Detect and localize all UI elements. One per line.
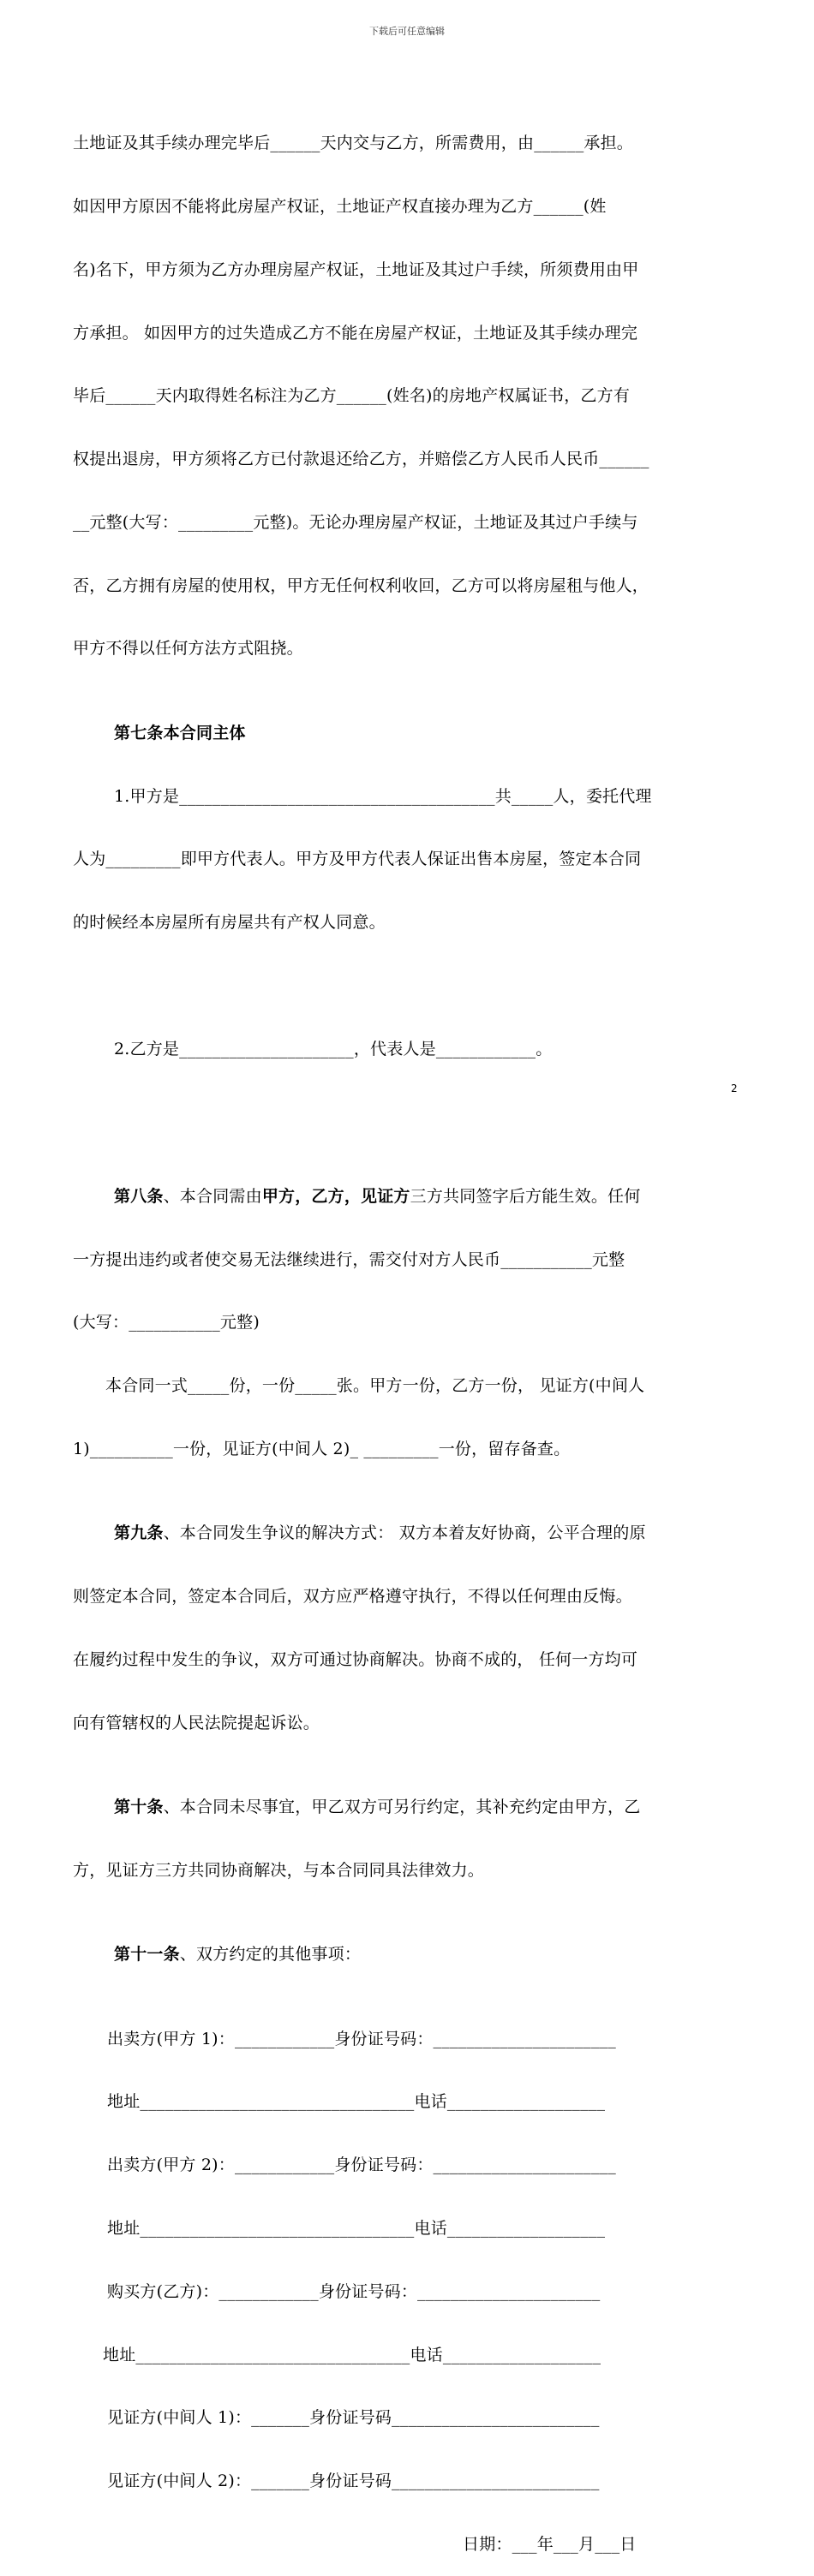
seller-2-line: 出卖方(甲方 2)：____________身份证号码：______________________ xyxy=(107,2156,616,2175)
text-line: __元整(大写：_________元整)。无论办理房屋产权证，土地证及其过户手续与 xyxy=(73,512,638,532)
buyer-address-line: 地址_________________________________电话___________________ xyxy=(103,2345,602,2364)
text-line: 的时候经本房屋所有房屋共有产权人同意。 xyxy=(73,913,386,933)
seller-1-address-line: 地址_________________________________电话___________________ xyxy=(107,2092,606,2112)
seller-2-address-line: 地址_________________________________电话___________________ xyxy=(107,2218,606,2238)
text-line: 人为_________即甲方代表人。甲方及甲方代表人保证出售本房屋，签定本合同 xyxy=(73,850,642,869)
buyer-line: 购买方(乙方)：____________身份证号码：______________________ xyxy=(107,2281,601,2301)
text-line: 1)__________一份，见证方(中间人 2)_ _________一份，留存备查。 xyxy=(73,1440,571,1458)
text-line: 土地证及其手续办理完毕后______天内交与乙方，所需费用，由______承担。 xyxy=(73,134,634,153)
text-line: 如因甲方原因不能将此房屋产权证，土地证产权直接办理为乙方______(姓 xyxy=(73,196,607,216)
date-line: 日期：___年___月___日 xyxy=(463,2534,637,2554)
text-line: 否，乙方拥有房屋的使用权，甲方无任何权利收回，乙方可以将房屋租与他人， xyxy=(73,575,649,595)
document-body xyxy=(73,91,737,2576)
blank-line xyxy=(73,1102,737,1124)
blank-line xyxy=(73,975,737,997)
text-line: (大写：___________元整) xyxy=(73,1313,260,1333)
text-line: 在履约过程中发生的争议，双方可通过协商解决。协商不成的， 任何一方均可 xyxy=(73,1649,638,1669)
witness-1-line: 见证方(中间人 1)：_______身份证号码_________________________ xyxy=(107,2408,600,2428)
article-8-line xyxy=(73,1186,737,1208)
article-11-line xyxy=(73,1944,737,1965)
text-line: 一方提出违约或者使交易无法继续进行，需交付对方人民币___________元整 xyxy=(73,1249,625,1269)
text-line: 向有管辖权的人民法院提起诉讼。 xyxy=(73,1713,320,1732)
text-line: 2.乙方是_____________________，代表人是____________。 xyxy=(114,1039,553,1058)
text-line: 名)名下，甲方须为乙方办理房屋产权证，土地证及其过户手续，所须费用由甲 xyxy=(73,259,639,279)
article-8-text-2: 三方共同签字后方能生效。任何 xyxy=(410,1186,641,1206)
seller-1-line: 出卖方(甲方 1)：____________身份证号码：______________________ xyxy=(107,2029,616,2048)
article-8-text: 、本合同需由 xyxy=(163,1186,262,1206)
article-9-title: 第九条 xyxy=(114,1524,164,1543)
article-9-line xyxy=(73,1523,737,1544)
text-line: 权提出退房，甲方须将乙方已付款退还给乙方，并赔偿乙方人民币人民币______ xyxy=(73,450,649,469)
text-line: 毕后______天内取得姓名标注为乙方______(姓名)的房地产权属证书，乙方有 xyxy=(73,386,631,406)
article-8-parties: 甲方，乙方，见证方 xyxy=(261,1186,410,1206)
article-9-text: 、本合同发生争议的解决方式： 双方本着友好协商，公平合理的原 xyxy=(163,1524,646,1543)
page-number: 2 xyxy=(731,1082,738,1094)
article-7-title: 第七条本合同主体 xyxy=(114,723,246,742)
text-line: 则签定本合同，签定本合同后，双方应严格遵守执行，不得以任何理由反悔。 xyxy=(73,1587,632,1607)
witness-2-line: 见证方(中间人 2)：_______身份证号码_________________________ xyxy=(107,2472,600,2491)
article-7-heading xyxy=(73,723,737,744)
text-line: 本合同一式_____份，一份_____张。甲方一份，乙方一份， 见证方(中间人 xyxy=(105,1376,645,1396)
article-11-text: 、双方约定的其他事项： xyxy=(179,1945,362,1965)
text-line: 方承担。 如因甲方的过失造成乙方不能在房屋产权证，土地证及其手续办理完 xyxy=(73,323,638,343)
text-line: 甲方不得以任何方法方式阻挠。 xyxy=(73,639,303,659)
article-10-title: 第十条 xyxy=(114,1798,164,1817)
article-8-title: 第八条 xyxy=(114,1186,164,1206)
page-header: 下载后可任意编辑 xyxy=(369,26,445,37)
article-11-title: 第十一条 xyxy=(114,1945,180,1965)
article-10-line xyxy=(73,1797,737,1818)
text-line: 方，见证方三方共同协商解决，与本合同同具法律效力。 xyxy=(73,1860,485,1880)
article-10-text: 、本合同未尽事宜，甲乙双方可另行约定，其补充约定由甲方，乙 xyxy=(163,1798,641,1817)
text-line: 1.甲方是______________________________________共_____人，委托代理 xyxy=(114,786,652,806)
